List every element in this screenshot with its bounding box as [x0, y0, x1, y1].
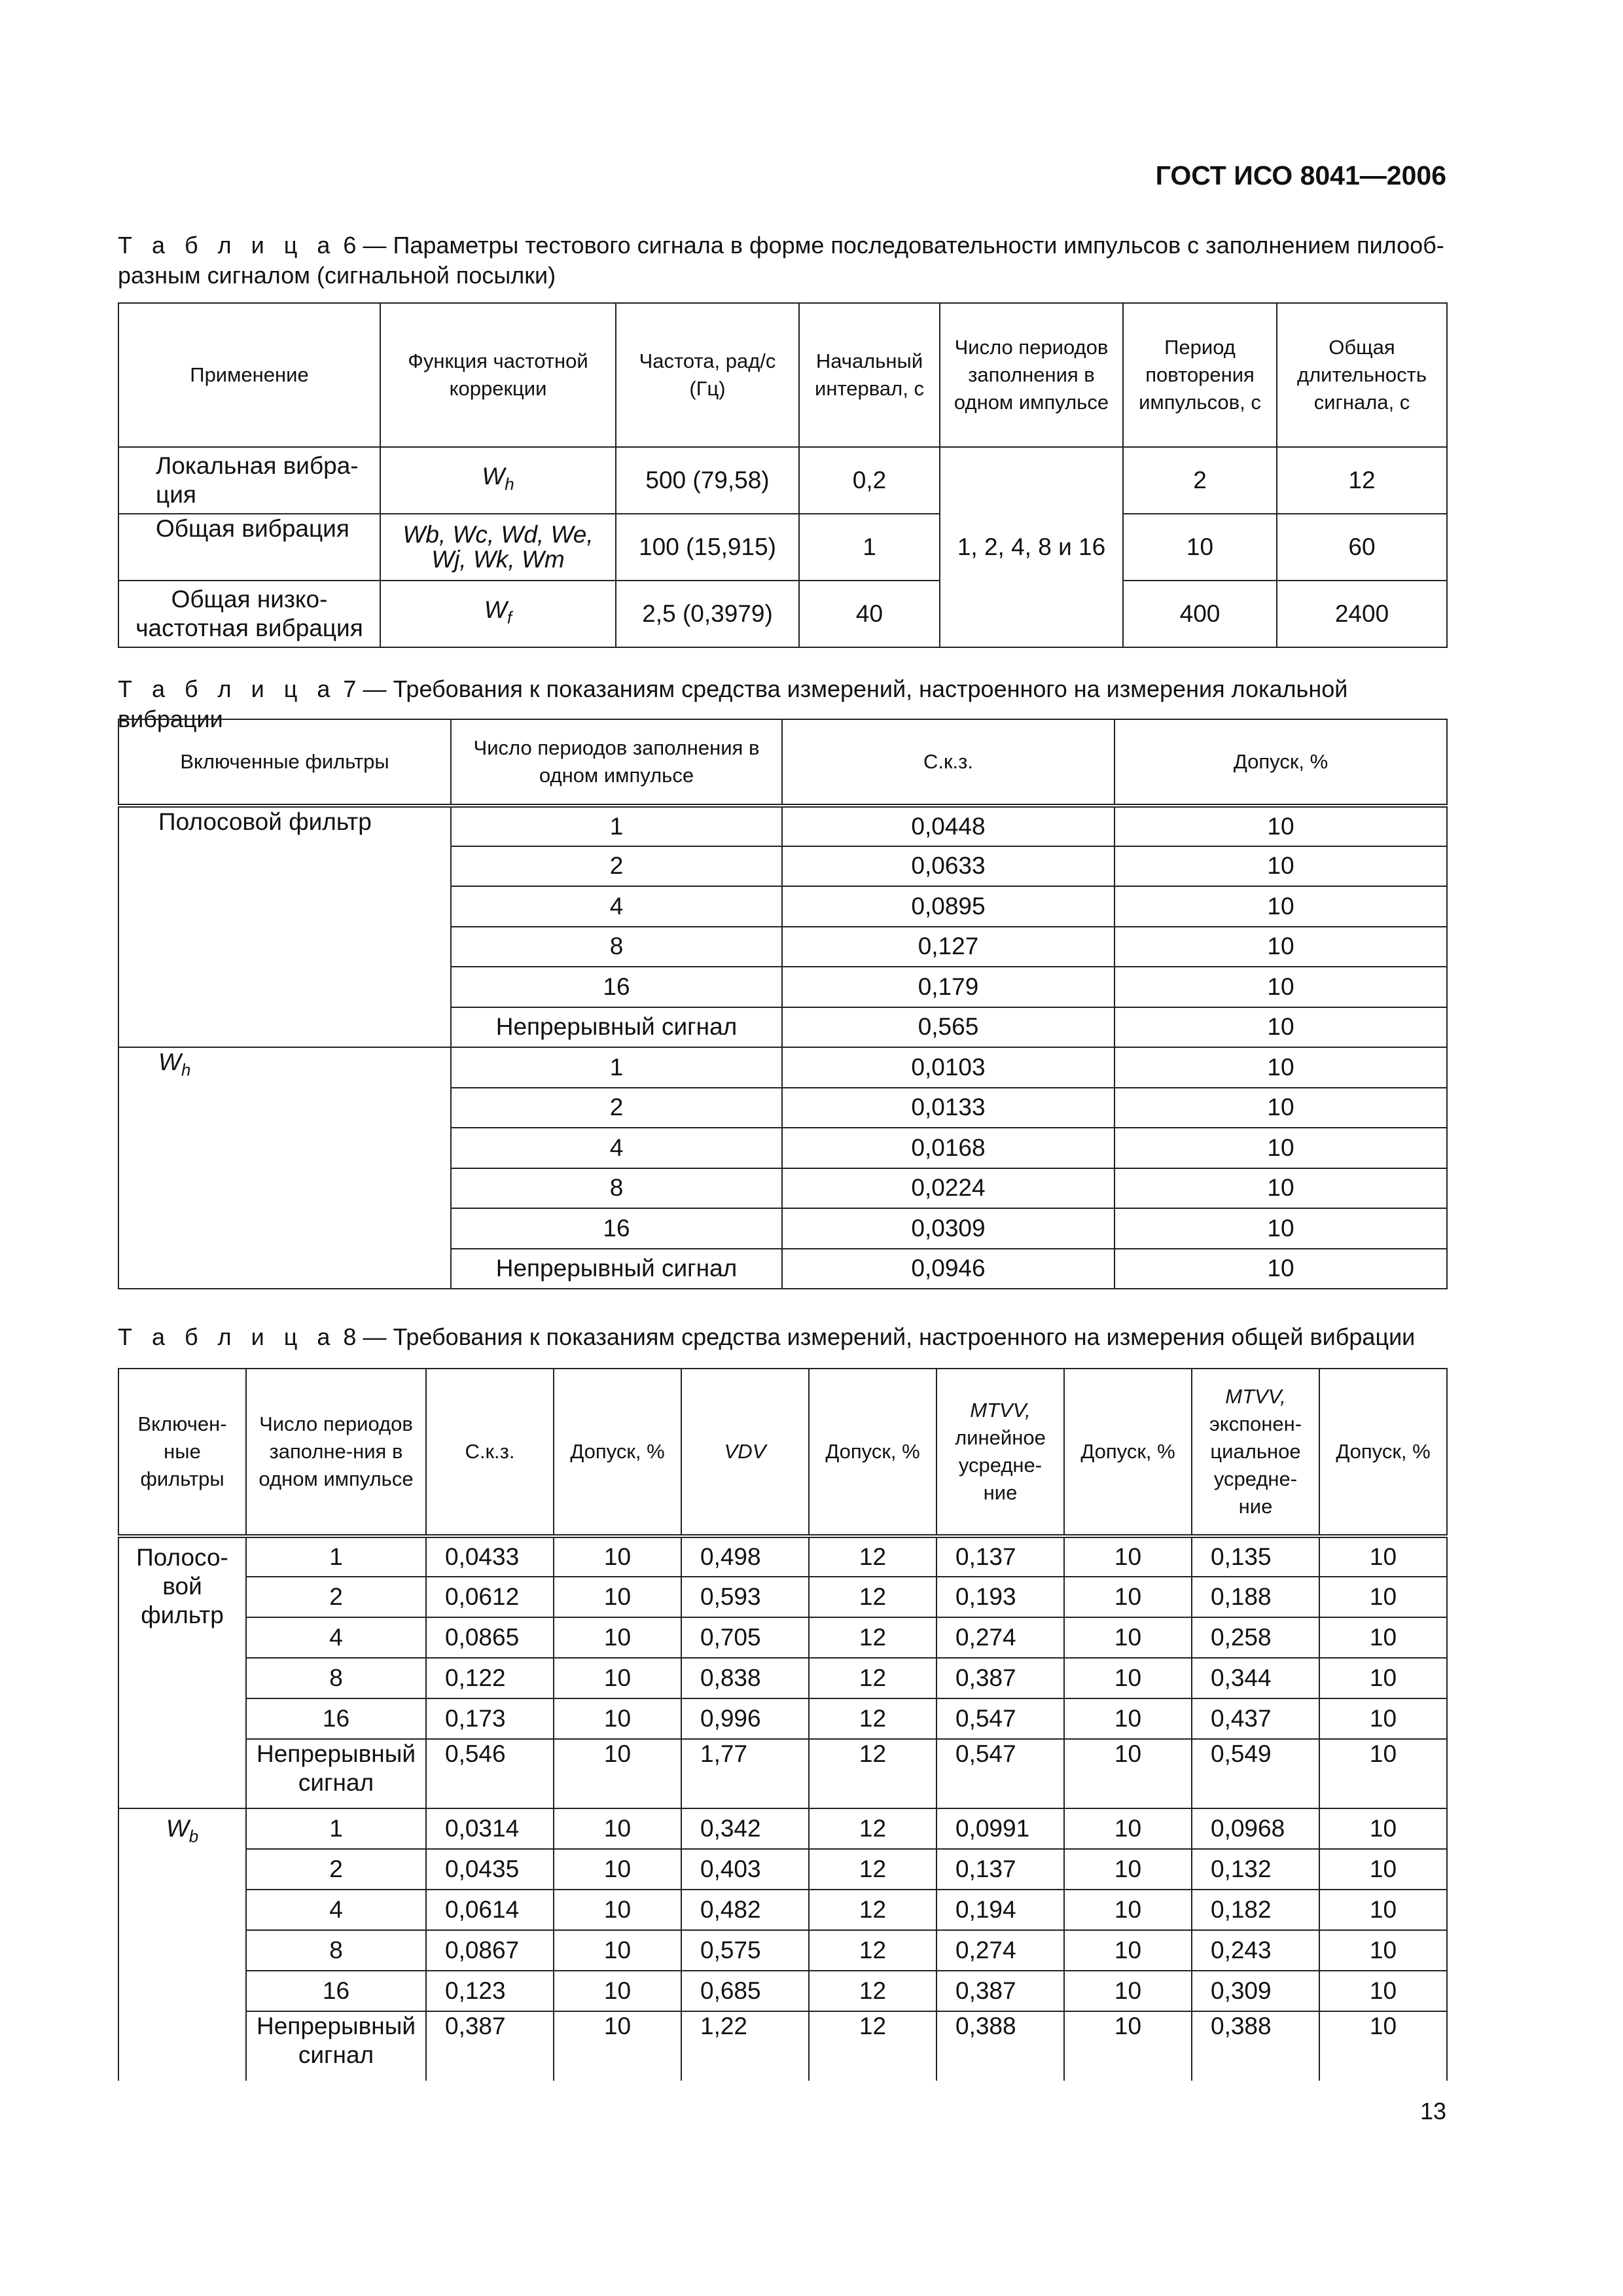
t6-initial-interval: 0,2 — [799, 447, 940, 514]
t6-weighting-line2: Wj, Wk, Wm — [431, 546, 565, 573]
t6-weighting-symbol: W — [484, 596, 507, 623]
t8-mtvv-exponential: 0,344 — [1192, 1658, 1319, 1698]
t6-header-total-duration: Общая длительность сигнала, с — [1277, 303, 1447, 447]
t8-tolerance-linear: 10 — [1064, 1971, 1192, 2011]
t8-tolerance-rms: 10 — [554, 1849, 681, 1890]
t8-header-vdv: VDV — [681, 1369, 809, 1536]
t8-filter-cell — [118, 1808, 246, 2081]
table-row — [118, 1808, 1447, 1849]
t8-tolerance-exponential: 10 — [1319, 1617, 1447, 1658]
t7-rms: 0,0633 — [782, 846, 1115, 887]
t8-vdv: 0,575 — [681, 1930, 809, 1971]
t8-header-mtvv-exponential — [1192, 1369, 1319, 1536]
t8-mtvv-linear: 0,547 — [936, 1739, 1064, 1808]
t8-vdv: 0,996 — [681, 1698, 809, 1739]
table-row — [118, 1930, 1447, 1971]
t8-mtvv-exponential: 0,437 — [1192, 1698, 1319, 1739]
table-8-caption — [118, 1322, 1446, 1352]
t8-tolerance-exponential: 10 — [1319, 1890, 1447, 1930]
t8-header-mtvv-exp-label: MTVV, — [1225, 1385, 1286, 1408]
t8-cycles: 4 — [246, 1890, 426, 1930]
t8-header-tolerance-rms: Допуск, % — [554, 1369, 681, 1536]
t8-header-mtvv-linear-desc: линейное усредне-ние — [955, 1426, 1046, 1504]
t6-total-duration: 60 — [1277, 514, 1447, 581]
t8-tolerance-vdv: 12 — [809, 1577, 936, 1617]
t8-tolerance-linear: 10 — [1064, 1658, 1192, 1698]
t8-cycles: 2 — [246, 1849, 426, 1890]
t6-weighting-subscript: f — [507, 609, 512, 628]
t8-tolerance-exponential: 10 — [1319, 1698, 1447, 1739]
t7-header-cycles: Число периодов заполнения в одном импульсе — [451, 719, 782, 806]
t8-cycles: 8 — [246, 1930, 426, 1971]
t6-repetition-period: 400 — [1123, 581, 1277, 647]
t8-filter-cell — [118, 1536, 246, 1808]
t7-cycles: 1 — [451, 806, 782, 846]
t8-rms: 0,173 — [426, 1698, 554, 1739]
t8-mtvv-exponential: 0,182 — [1192, 1890, 1319, 1930]
t8-tolerance-linear: 10 — [1064, 1849, 1192, 1890]
table-row — [118, 1890, 1447, 1930]
t6-header-repetition-period: Период повторения импульсов, с — [1123, 303, 1277, 447]
t8-tolerance-linear: 10 — [1064, 1617, 1192, 1658]
t8-cycles: 1 — [246, 1536, 426, 1577]
t6-weighting-subscript: h — [505, 475, 514, 494]
t7-rms: 0,179 — [782, 967, 1115, 1007]
t6-weighting-symbol: W — [482, 462, 505, 490]
table-6 — [118, 302, 1448, 648]
t8-tolerance-vdv: 12 — [809, 1930, 936, 1971]
t8-tolerance-linear: 10 — [1064, 1739, 1192, 1808]
table-6-caption-word: Т а б л и ц а — [118, 232, 337, 259]
t8-header-cycles: Число периодов заполне-ния в одном импульсе — [246, 1369, 426, 1536]
t8-tolerance-linear: 10 — [1064, 2011, 1192, 2081]
t8-cycles: 16 — [246, 1971, 426, 2011]
t7-rms: 0,0168 — [782, 1128, 1115, 1168]
t7-tolerance: 10 — [1115, 1047, 1447, 1088]
t8-tolerance-rms: 10 — [554, 1971, 681, 2011]
t7-cycles: 8 — [451, 1168, 782, 1209]
table-row — [118, 1971, 1447, 2011]
t8-vdv: 1,77 — [681, 1739, 809, 1808]
t8-header-rms: С.к.з. — [426, 1369, 554, 1536]
t8-header-tolerance-exponential: Допуск, % — [1319, 1369, 1447, 1536]
t8-tolerance-exponential: 10 — [1319, 1739, 1447, 1808]
t7-cycles: 2 — [451, 846, 782, 887]
t8-rms: 0,0867 — [426, 1930, 554, 1971]
t8-cycles: 1 — [246, 1808, 426, 1849]
t8-filter-symbol: W — [166, 1815, 189, 1842]
t8-mtvv-linear: 0,194 — [936, 1890, 1064, 1930]
t8-mtvv-exponential: 0,258 — [1192, 1617, 1319, 1658]
t6-header-weighting: Функция частотной коррекции — [380, 303, 616, 447]
t8-cycles: Непрерывный сигнал — [246, 2011, 426, 2081]
t6-frequency: 2,5 (0,3979) — [616, 581, 799, 647]
table-7-caption-text: 7 — Требования к показаниям средства измерений, настроенного на измерения локальной вибрации — [118, 675, 1348, 732]
table-row — [118, 514, 1447, 581]
t6-weighting-line1: Wb, Wc, Wd, We, — [402, 521, 594, 548]
t7-filter-cell — [118, 806, 451, 1047]
t8-tolerance-linear: 10 — [1064, 1890, 1192, 1930]
t8-tolerance-rms: 10 — [554, 1698, 681, 1739]
t6-frequency: 500 (79,58) — [616, 447, 799, 514]
t8-tolerance-rms: 10 — [554, 1930, 681, 1971]
t8-tolerance-vdv: 12 — [809, 1617, 936, 1658]
t8-tolerance-exponential: 10 — [1319, 2011, 1447, 2081]
t7-cycles: 16 — [451, 967, 782, 1007]
t8-tolerance-rms: 10 — [554, 1577, 681, 1617]
t7-rms: 0,0224 — [782, 1168, 1115, 1209]
t8-tolerance-rms: 10 — [554, 1536, 681, 1577]
t7-rms: 0,0895 — [782, 886, 1115, 927]
table-8-caption-text: 8 — Требования к показаниям средства измерений, настроенного на измерения общей вибрации — [343, 1323, 1416, 1350]
t7-cycles: 2 — [451, 1088, 782, 1128]
t8-tolerance-linear: 10 — [1064, 1808, 1192, 1849]
table-6-caption-text: 6 — Параметры тестового сигнала в форме последовательности импульсов с заполнением пилооб-разным сигналом (сигнальной посылки) — [118, 232, 1444, 289]
table-row — [118, 447, 1447, 514]
t6-application: Общая вибрация — [118, 514, 380, 581]
t8-vdv: 0,482 — [681, 1890, 809, 1930]
t8-mtvv-linear: 0,137 — [936, 1849, 1064, 1890]
table-7-header-row — [118, 719, 1447, 806]
t7-cycles: 4 — [451, 1128, 782, 1168]
t8-cycles: 8 — [246, 1658, 426, 1698]
t6-header-cycles: Число периодов заполнения в одном импульсе — [940, 303, 1123, 447]
t7-cycles: 8 — [451, 927, 782, 967]
t8-header-mtvv-linear-label: MTVV, — [970, 1399, 1031, 1422]
t8-tolerance-vdv: 12 — [809, 1890, 936, 1930]
t6-initial-interval: 40 — [799, 581, 940, 647]
t6-total-duration: 12 — [1277, 447, 1447, 514]
t7-filter-cell — [118, 1047, 451, 1289]
t8-mtvv-exponential: 0,388 — [1192, 2011, 1319, 2081]
table-7 — [118, 719, 1448, 1289]
t8-mtvv-linear: 0,137 — [936, 1536, 1064, 1577]
table-row — [118, 1577, 1447, 1617]
t7-header-filters: Включенные фильтры — [118, 719, 451, 806]
t8-vdv: 0,403 — [681, 1849, 809, 1890]
t7-tolerance: 10 — [1115, 846, 1447, 887]
page-number: 13 — [1419, 2098, 1446, 2125]
t8-tolerance-linear: 10 — [1064, 1536, 1192, 1577]
t8-rms: 0,123 — [426, 1971, 554, 2011]
t8-tolerance-vdv: 12 — [809, 1971, 936, 2011]
t8-mtvv-exponential: 0,309 — [1192, 1971, 1319, 2011]
t8-rms: 0,0614 — [426, 1890, 554, 1930]
t8-rms: 0,122 — [426, 1658, 554, 1698]
t7-rms: 0,0946 — [782, 1249, 1115, 1289]
t8-rms: 0,0865 — [426, 1617, 554, 1658]
t7-header-rms: С.к.з. — [782, 719, 1115, 806]
t7-tolerance: 10 — [1115, 1088, 1447, 1128]
t7-tolerance: 10 — [1115, 1249, 1447, 1289]
t8-rms: 0,0433 — [426, 1536, 554, 1577]
t6-header-frequency: Частота, рад/с (Гц) — [616, 303, 799, 447]
t8-filter-subscript: b — [188, 1827, 199, 1846]
t6-repetition-period: 10 — [1123, 514, 1277, 581]
t8-tolerance-vdv: 12 — [809, 1808, 936, 1849]
t8-mtvv-exponential: 0,188 — [1192, 1577, 1319, 1617]
t8-tolerance-linear: 10 — [1064, 1577, 1192, 1617]
t8-tolerance-vdv: 12 — [809, 1849, 936, 1890]
t8-tolerance-vdv: 12 — [809, 1658, 936, 1698]
t7-rms: 0,0103 — [782, 1047, 1115, 1088]
t8-mtvv-linear: 0,0991 — [936, 1808, 1064, 1849]
table-row — [118, 1536, 1447, 1577]
t8-mtvv-linear: 0,274 — [936, 1930, 1064, 1971]
table-7-caption-word: Т а б л и ц а — [118, 675, 337, 702]
t8-header-tolerance-vdv: Допуск, % — [809, 1369, 936, 1536]
t8-cycles: Непрерывный сигнал — [246, 1739, 426, 1808]
t8-rms: 0,0612 — [426, 1577, 554, 1617]
t8-tolerance-rms: 10 — [554, 1739, 681, 1808]
table-row — [118, 806, 1447, 846]
t7-tolerance: 10 — [1115, 1168, 1447, 1209]
t8-tolerance-vdv: 12 — [809, 1536, 936, 1577]
t8-tolerance-exponential: 10 — [1319, 1930, 1447, 1971]
t7-filter-name: Полосовой фильтр — [158, 808, 372, 835]
t7-cycles: 4 — [451, 886, 782, 927]
t6-total-duration: 2400 — [1277, 581, 1447, 647]
t7-header-tolerance: Допуск, % — [1115, 719, 1447, 806]
t8-tolerance-rms: 10 — [554, 1658, 681, 1698]
t7-filter-subscript: h — [181, 1061, 191, 1080]
t6-header-initial-interval: Начальный интервал, с — [799, 303, 940, 447]
t6-cycles-merged: 1, 2, 4, 8 и 16 — [940, 447, 1123, 647]
table-8 — [118, 1368, 1448, 2081]
t8-mtvv-exponential: 0,243 — [1192, 1930, 1319, 1971]
t7-tolerance: 10 — [1115, 927, 1447, 967]
t8-mtvv-linear: 0,388 — [936, 2011, 1064, 2081]
t6-repetition-period: 2 — [1123, 447, 1277, 514]
t7-cycles: 16 — [451, 1208, 782, 1249]
document-id: ГОСТ ИСО 8041—2006 — [1155, 160, 1446, 190]
t8-tolerance-vdv: 12 — [809, 1698, 936, 1739]
t8-rms: 0,387 — [426, 2011, 554, 2081]
t8-vdv: 0,838 — [681, 1658, 809, 1698]
t7-rms: 0,565 — [782, 1007, 1115, 1048]
t8-header-mtvv-linear — [936, 1369, 1064, 1536]
t6-weighting — [380, 514, 616, 581]
t8-vdv: 0,593 — [681, 1577, 809, 1617]
t7-cycles: Непрерывный сигнал — [451, 1007, 782, 1048]
t8-header-filters: Включен-ные фильтры — [118, 1369, 246, 1536]
t8-vdv: 0,705 — [681, 1617, 809, 1658]
t8-header-mtvv-exp-desc: экспонен-циальное усредне-ние — [1209, 1412, 1302, 1518]
t8-mtvv-exponential: 0,135 — [1192, 1536, 1319, 1577]
t8-tolerance-linear: 10 — [1064, 1930, 1192, 1971]
table-row — [118, 2011, 1447, 2081]
t8-mtvv-linear: 0,387 — [936, 1658, 1064, 1698]
table-row — [118, 1617, 1447, 1658]
t8-cycles: 16 — [246, 1698, 426, 1739]
t8-tolerance-exponential: 10 — [1319, 1577, 1447, 1617]
t7-cycles: Непрерывный сигнал — [451, 1249, 782, 1289]
t8-mtvv-exponential: 0,0968 — [1192, 1808, 1319, 1849]
t8-cycles: 2 — [246, 1577, 426, 1617]
t7-tolerance: 10 — [1115, 806, 1447, 846]
t8-tolerance-exponential: 10 — [1319, 1849, 1447, 1890]
t8-vdv: 0,685 — [681, 1971, 809, 2011]
t8-mtvv-linear: 0,387 — [936, 1971, 1064, 2011]
t8-vdv: 0,498 — [681, 1536, 809, 1577]
t8-tolerance-linear: 10 — [1064, 1698, 1192, 1739]
t6-application: Общая низко-частотная вибрация — [118, 581, 380, 647]
t8-vdv: 1,22 — [681, 2011, 809, 2081]
t7-tolerance: 10 — [1115, 967, 1447, 1007]
t8-tolerance-exponential: 10 — [1319, 1658, 1447, 1698]
t7-rms: 0,0309 — [782, 1208, 1115, 1249]
table-row — [118, 581, 1447, 647]
t8-tolerance-exponential: 10 — [1319, 1808, 1447, 1849]
table-8-caption-word: Т а б л и ц а — [118, 1323, 337, 1350]
t8-mtvv-exponential: 0,549 — [1192, 1739, 1319, 1808]
t8-tolerance-exponential: 10 — [1319, 1971, 1447, 2011]
t8-vdv: 0,342 — [681, 1808, 809, 1849]
t8-tolerance-rms: 10 — [554, 1890, 681, 1930]
table-6-caption — [118, 230, 1446, 291]
t8-rms: 0,0435 — [426, 1849, 554, 1890]
t7-tolerance: 10 — [1115, 1208, 1447, 1249]
t8-cycles: 4 — [246, 1617, 426, 1658]
t8-tolerance-vdv: 12 — [809, 2011, 936, 2081]
table-row — [118, 1739, 1447, 1808]
t6-frequency: 100 (15,915) — [616, 514, 799, 581]
t6-application: Локальная вибра-ция — [118, 447, 380, 514]
t7-rms: 0,0133 — [782, 1088, 1115, 1128]
t7-tolerance: 10 — [1115, 1128, 1447, 1168]
t8-rms: 0,0314 — [426, 1808, 554, 1849]
table-6-header-row — [118, 303, 1447, 447]
t8-tolerance-vdv: 12 — [809, 1739, 936, 1808]
t8-tolerance-rms: 10 — [554, 1617, 681, 1658]
table-8-header-row — [118, 1369, 1447, 1536]
table-row — [118, 1047, 1447, 1088]
t7-cycles: 1 — [451, 1047, 782, 1088]
t6-initial-interval: 1 — [799, 514, 940, 581]
t6-header-application: Применение — [118, 303, 380, 447]
t8-mtvv-linear: 0,547 — [936, 1698, 1064, 1739]
t6-weighting — [380, 581, 616, 647]
t8-tolerance-rms: 10 — [554, 2011, 681, 2081]
t7-tolerance: 10 — [1115, 886, 1447, 927]
t8-mtvv-linear: 0,193 — [936, 1577, 1064, 1617]
t7-rms: 0,127 — [782, 927, 1115, 967]
t8-filter-name: Полосо-вой фильтр — [136, 1544, 228, 1628]
t7-tolerance: 10 — [1115, 1007, 1447, 1048]
t8-header-tolerance-linear: Допуск, % — [1064, 1369, 1192, 1536]
table-row — [118, 1849, 1447, 1890]
table-row — [118, 1658, 1447, 1698]
t8-rms: 0,546 — [426, 1739, 554, 1808]
t6-weighting — [380, 447, 616, 514]
t7-filter-symbol: W — [158, 1049, 181, 1075]
t7-rms: 0,0448 — [782, 806, 1115, 846]
t8-tolerance-exponential: 10 — [1319, 1536, 1447, 1577]
t8-mtvv-exponential: 0,132 — [1192, 1849, 1319, 1890]
t8-tolerance-rms: 10 — [554, 1808, 681, 1849]
table-row — [118, 1698, 1447, 1739]
t8-mtvv-linear: 0,274 — [936, 1617, 1064, 1658]
